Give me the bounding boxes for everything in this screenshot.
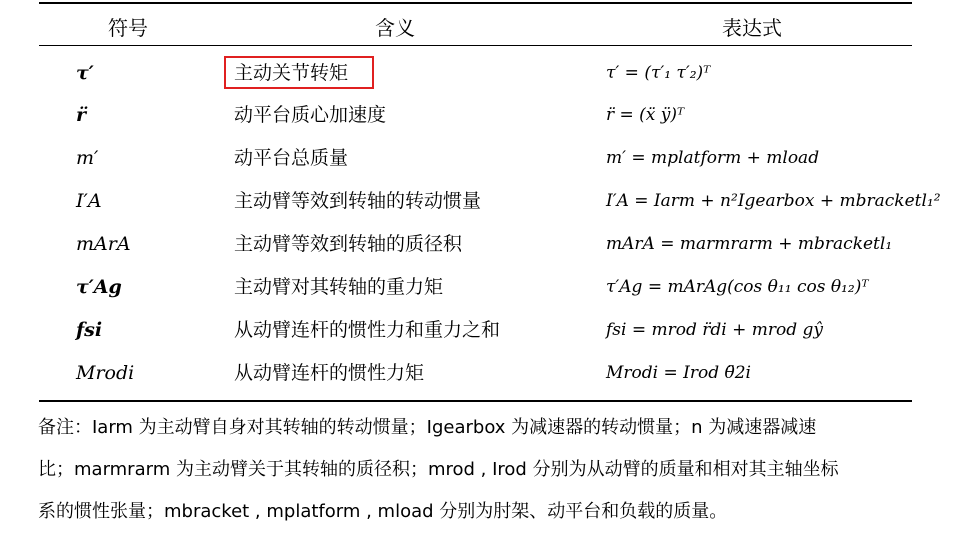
row-meaning: 主动关节转矩 <box>234 62 349 84</box>
table-row <box>0 137 959 179</box>
table-row <box>0 352 959 394</box>
header-symbol: 符号 <box>108 16 148 40</box>
row-expression: fsi = mrod r̈di + mrod gŷ <box>606 320 824 340</box>
row-meaning: 主动臂等效到转轴的转动惯量 <box>234 190 482 212</box>
row-meaning: 从动臂连杆的惯性力和重力之和 <box>234 319 501 341</box>
row-symbol: Mrodi <box>76 362 135 384</box>
row-symbol: fsi <box>76 319 103 341</box>
table-bottom-rule <box>39 400 912 402</box>
table-row <box>0 94 959 136</box>
row-symbol: m′ <box>76 147 99 169</box>
row-expression: m′ = mplatform + mload <box>606 148 820 168</box>
row-expression: τ′Ag = mArAg(cos θ₁₁ cos θ₁₂)ᵀ <box>606 277 869 297</box>
header-meaning: 含义 <box>375 16 415 40</box>
table-row <box>0 180 959 222</box>
table-row <box>0 52 959 94</box>
row-symbol: I′A <box>76 190 102 212</box>
row-expression: τ′ = (τ′₁ τ′₂)ᵀ <box>606 63 711 83</box>
row-symbol: τ′Ag <box>76 276 122 298</box>
row-symbol: r̈ <box>76 104 87 126</box>
row-expression: I′A = Iarm + n²Igearbox + mbracketl₁² <box>606 191 941 211</box>
note-line-2: 比；marmrarm 为主动臂关于其转轴的质径积；mrod , Irod 分别为从动臂的质量和相对其主轴坐标 <box>38 459 839 480</box>
table-row <box>0 309 959 351</box>
note-line-1: 备注：Iarm 为主动臂自身对其转轴的转动惯量；Igearbox 为减速器的转动惯量；n 为减速器减速 <box>38 417 817 438</box>
row-symbol: τ′ <box>76 62 94 84</box>
row-symbol: mArA <box>76 233 131 255</box>
row-expression: mArA = marmrarm + mbracketl₁ <box>606 234 893 254</box>
row-meaning: 从动臂连杆的惯性力矩 <box>234 362 425 384</box>
row-meaning: 主动臂对其转轴的重力矩 <box>234 276 444 298</box>
row-expression: Mrodi = Irod θ̈2i <box>606 363 751 383</box>
table-row <box>0 223 959 265</box>
row-meaning: 动平台质心加速度 <box>234 104 387 126</box>
header-expression: 表达式 <box>722 16 782 40</box>
row-expression: r̈ = (ẍ ÿ)ᵀ <box>606 105 685 125</box>
table-row <box>0 266 959 308</box>
note-line-3: 系的惯性张量；mbracket , mplatform , mload 分别为肘架、动平台和负载的质量。 <box>38 501 728 522</box>
table-top-rule <box>39 2 912 4</box>
row-meaning: 主动臂等效到转轴的质径积 <box>234 233 463 255</box>
row-meaning: 动平台总质量 <box>234 147 349 169</box>
table-header-rule <box>39 45 912 46</box>
